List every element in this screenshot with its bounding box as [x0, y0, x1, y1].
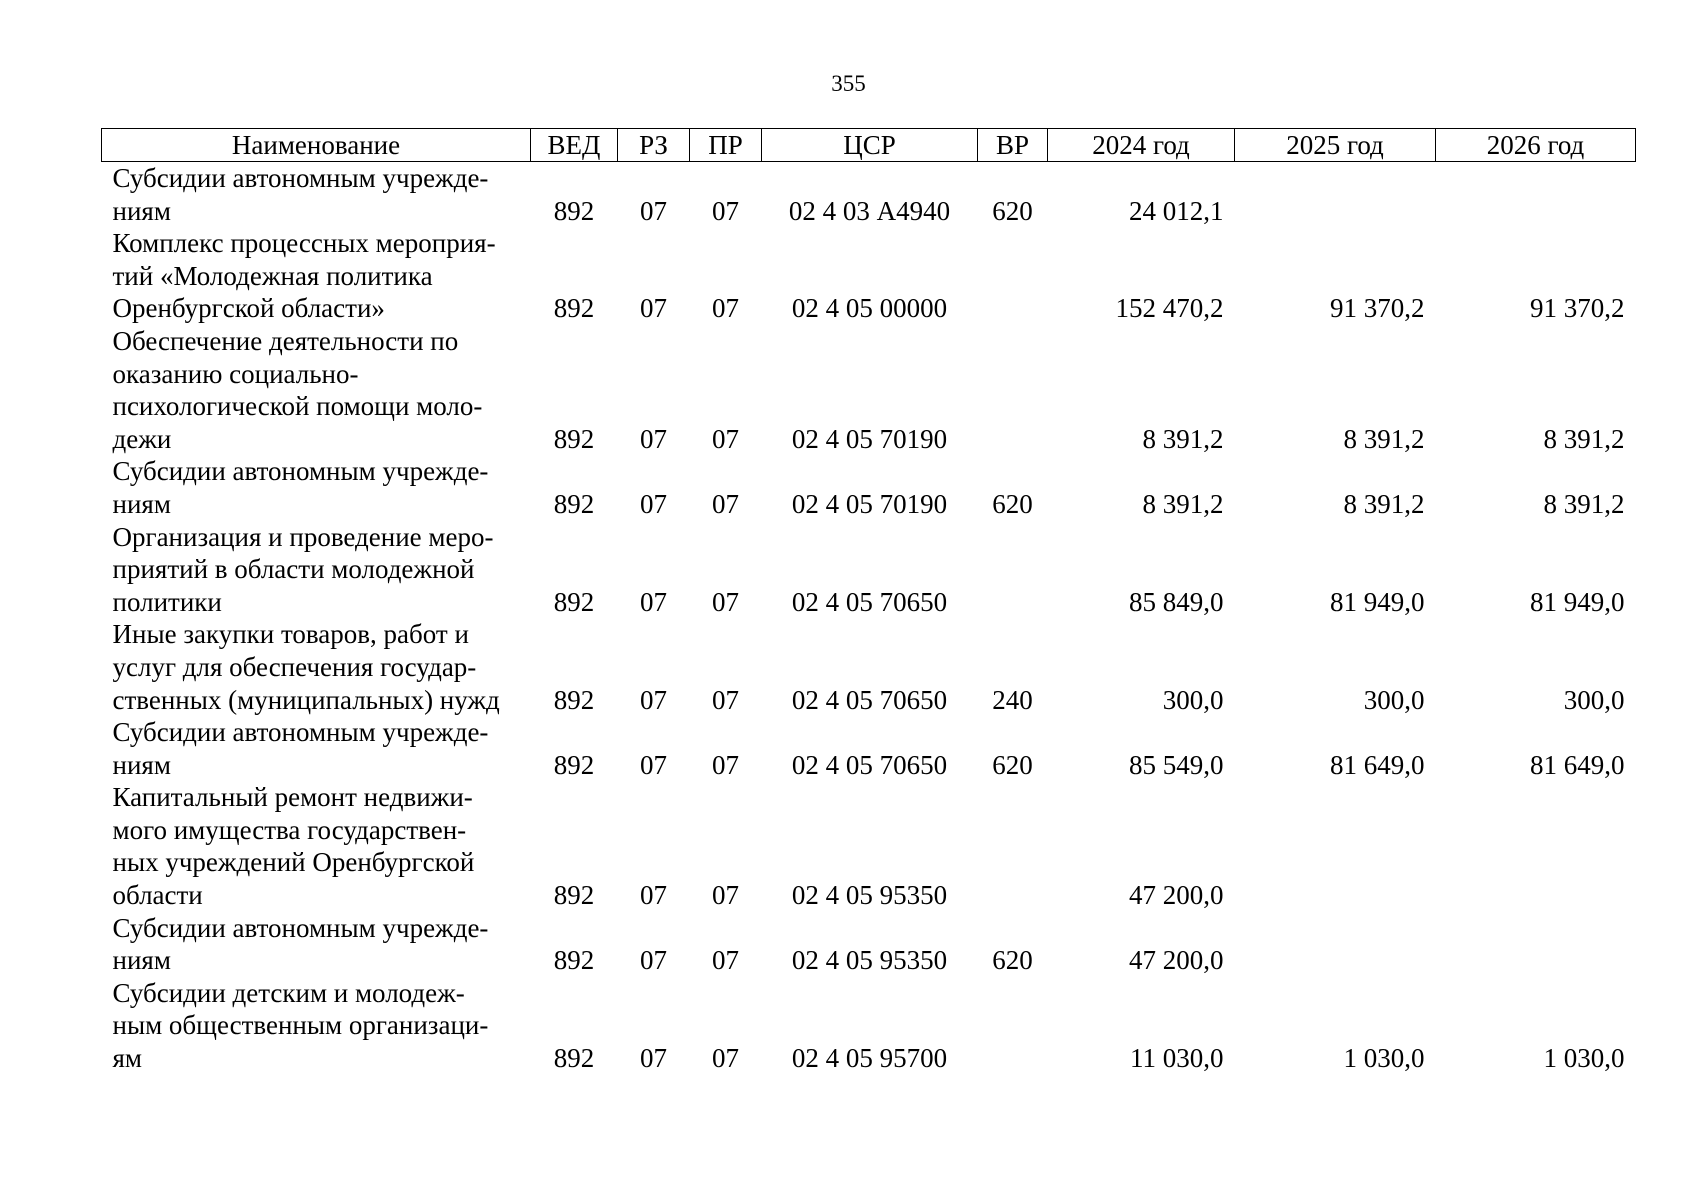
cell-vr	[978, 325, 1048, 455]
cell-2024: 8 391,2	[1142, 488, 1224, 519]
cell-2025: 91 370,2	[1330, 293, 1425, 324]
cell-name	[102, 716, 531, 781]
cell-rz: 07	[640, 195, 667, 226]
cell-vr	[978, 781, 1048, 911]
cell-pr: 07	[712, 293, 739, 324]
cell-name	[102, 977, 531, 1075]
cell-vr: 620	[992, 488, 1033, 519]
budget-table	[101, 128, 1636, 1075]
cell-2025	[1235, 912, 1436, 977]
cell-csr: 02 4 05 00000	[791, 293, 948, 324]
table-row	[102, 227, 1636, 325]
cell-ved: 892	[553, 488, 595, 519]
cell-name	[102, 455, 531, 520]
header-csr: ЦСР	[762, 129, 978, 162]
header-ved: ВЕД	[531, 129, 618, 162]
cell-csr: 02 4 05 95350	[791, 945, 948, 976]
cell-vr	[978, 977, 1048, 1075]
cell-2024: 11 030,0	[1130, 1043, 1224, 1074]
header-name: Наименование	[102, 129, 531, 162]
table-row	[102, 912, 1636, 977]
table-row	[102, 325, 1636, 455]
cell-rz: 07	[640, 586, 667, 617]
cell-2026: 8 391,2	[1543, 423, 1625, 454]
cell-vr: 620	[992, 195, 1033, 226]
cell-csr: 02 4 05 70190	[791, 423, 948, 454]
name-line: услуг для обеспечения государ-	[112, 651, 477, 682]
name-line: Иные закупки товаров, работ и	[112, 619, 469, 650]
cell-rz: 07	[640, 684, 667, 715]
cell-name	[102, 227, 531, 325]
cell-2026	[1436, 162, 1636, 228]
name-line: ниям	[112, 488, 171, 519]
table-body	[102, 162, 1636, 1075]
name-line: мого имущества государствен-	[112, 814, 467, 845]
name-line: ям	[112, 1043, 143, 1074]
cell-csr: 02 4 05 70650	[791, 586, 948, 617]
name-line: политики	[112, 586, 222, 617]
cell-name	[102, 618, 531, 716]
cell-2025	[1235, 162, 1436, 228]
cell-rz: 07	[640, 423, 667, 454]
cell-2026: 300,0	[1563, 684, 1625, 715]
name-line: Субсидии автономным учрежде-	[112, 717, 489, 748]
cell-rz: 07	[640, 880, 667, 911]
cell-pr: 07	[712, 423, 739, 454]
cell-2024: 47 200,0	[1129, 880, 1224, 911]
cell-2026	[1436, 781, 1636, 911]
cell-ved: 892	[553, 749, 595, 780]
header-2025: 2025 год	[1235, 129, 1436, 162]
name-line: Обеспечение деятельности по	[112, 325, 459, 356]
name-line: ных учреждений Оренбургской	[112, 847, 475, 878]
cell-pr: 07	[712, 586, 739, 617]
cell-pr: 07	[712, 488, 739, 519]
cell-2024: 24 012,1	[1129, 195, 1224, 226]
name-line: ным общественным организаци-	[112, 1010, 489, 1041]
cell-name	[102, 521, 531, 619]
cell-2024: 300,0	[1162, 684, 1224, 715]
cell-rz: 07	[640, 488, 667, 519]
cell-2025: 81 949,0	[1330, 586, 1425, 617]
cell-ved: 892	[553, 684, 595, 715]
cell-name	[102, 912, 531, 977]
cell-2025: 8 391,2	[1343, 488, 1425, 519]
cell-2026: 1 030,0	[1543, 1043, 1625, 1074]
cell-vr	[978, 227, 1048, 325]
header-2024: 2024 год	[1048, 129, 1235, 162]
cell-pr: 07	[712, 945, 739, 976]
cell-rz: 07	[640, 1043, 667, 1074]
cell-csr: 02 4 05 95350	[791, 880, 948, 911]
cell-pr: 07	[712, 684, 739, 715]
name-line: дежи	[112, 423, 172, 454]
cell-rz: 07	[640, 293, 667, 324]
header-pr: ПР	[690, 129, 762, 162]
table-row	[102, 618, 1636, 716]
name-line: приятий в области молодежной	[112, 554, 475, 585]
cell-name	[102, 325, 531, 455]
cell-csr: 02 4 05 70650	[791, 749, 948, 780]
name-line: области	[112, 880, 203, 911]
cell-vr: 620	[992, 945, 1033, 976]
cell-csr: 02 4 05 70650	[791, 684, 948, 715]
name-line: психологической помощи моло-	[112, 391, 483, 422]
cell-name	[102, 162, 531, 228]
name-line: ниям	[112, 749, 171, 780]
table-row	[102, 162, 1636, 228]
name-line: Субсидии автономным учрежде-	[112, 912, 489, 943]
header-row	[102, 129, 1636, 162]
cell-2025: 300,0	[1363, 684, 1425, 715]
header-vr: ВР	[978, 129, 1048, 162]
cell-ved: 892	[553, 1043, 595, 1074]
table-row	[102, 781, 1636, 911]
cell-2025	[1235, 781, 1436, 911]
cell-pr: 07	[712, 1043, 739, 1074]
cell-csr: 02 4 05 70190	[791, 488, 948, 519]
cell-name	[102, 781, 531, 911]
cell-pr: 07	[712, 880, 739, 911]
cell-vr	[978, 521, 1048, 619]
cell-2024: 85 849,0	[1129, 586, 1224, 617]
cell-2025: 81 649,0	[1330, 749, 1425, 780]
name-line: ниям	[112, 945, 171, 976]
cell-csr: 02 4 03 А4940	[788, 195, 951, 226]
cell-2025: 1 030,0	[1343, 1043, 1425, 1074]
cell-2026: 8 391,2	[1543, 488, 1625, 519]
table-row	[102, 455, 1636, 520]
name-line: оказанию социально-	[112, 358, 359, 389]
cell-2025: 8 391,2	[1343, 423, 1425, 454]
cell-2026: 81 949,0	[1530, 586, 1625, 617]
table-row	[102, 716, 1636, 781]
cell-2024: 8 391,2	[1142, 423, 1224, 454]
name-line: ниям	[112, 195, 171, 226]
name-line: Организация и проведение меро-	[112, 521, 494, 552]
table-row	[102, 521, 1636, 619]
name-line: ственных (муниципальных) нужд	[112, 684, 500, 715]
cell-vr: 620	[992, 749, 1033, 780]
name-line: Субсидии автономным учрежде-	[112, 456, 489, 487]
cell-2024: 85 549,0	[1129, 749, 1224, 780]
table-header	[102, 129, 1636, 162]
cell-2026: 91 370,2	[1530, 293, 1625, 324]
cell-2024: 152 470,2	[1115, 293, 1224, 324]
table-row	[102, 977, 1636, 1075]
cell-2026	[1436, 912, 1636, 977]
cell-csr: 02 4 05 95700	[791, 1043, 948, 1074]
page-number: 355	[831, 71, 866, 96]
cell-ved: 892	[553, 293, 595, 324]
cell-pr: 07	[712, 195, 739, 226]
header-2026: 2026 год	[1436, 129, 1636, 162]
cell-ved: 892	[553, 423, 595, 454]
name-line: Комплекс процессных мероприя-	[112, 228, 496, 259]
cell-2026: 81 649,0	[1530, 749, 1625, 780]
header-rz: РЗ	[618, 129, 690, 162]
cell-ved: 892	[553, 880, 595, 911]
name-line: тий «Молодежная политика	[112, 260, 433, 291]
cell-ved: 892	[553, 586, 595, 617]
cell-rz: 07	[640, 945, 667, 976]
name-line: Капитальный ремонт недвижи-	[112, 782, 473, 813]
name-line: Субсидии детским и молодеж-	[112, 977, 465, 1008]
cell-pr: 07	[712, 749, 739, 780]
cell-2024: 47 200,0	[1129, 945, 1224, 976]
cell-ved: 892	[553, 195, 595, 226]
cell-ved: 892	[553, 945, 595, 976]
name-line: Субсидии автономным учрежде-	[112, 163, 489, 193]
cell-rz: 07	[640, 749, 667, 780]
cell-vr: 240	[992, 684, 1033, 715]
name-line: Оренбургской области»	[112, 293, 385, 324]
